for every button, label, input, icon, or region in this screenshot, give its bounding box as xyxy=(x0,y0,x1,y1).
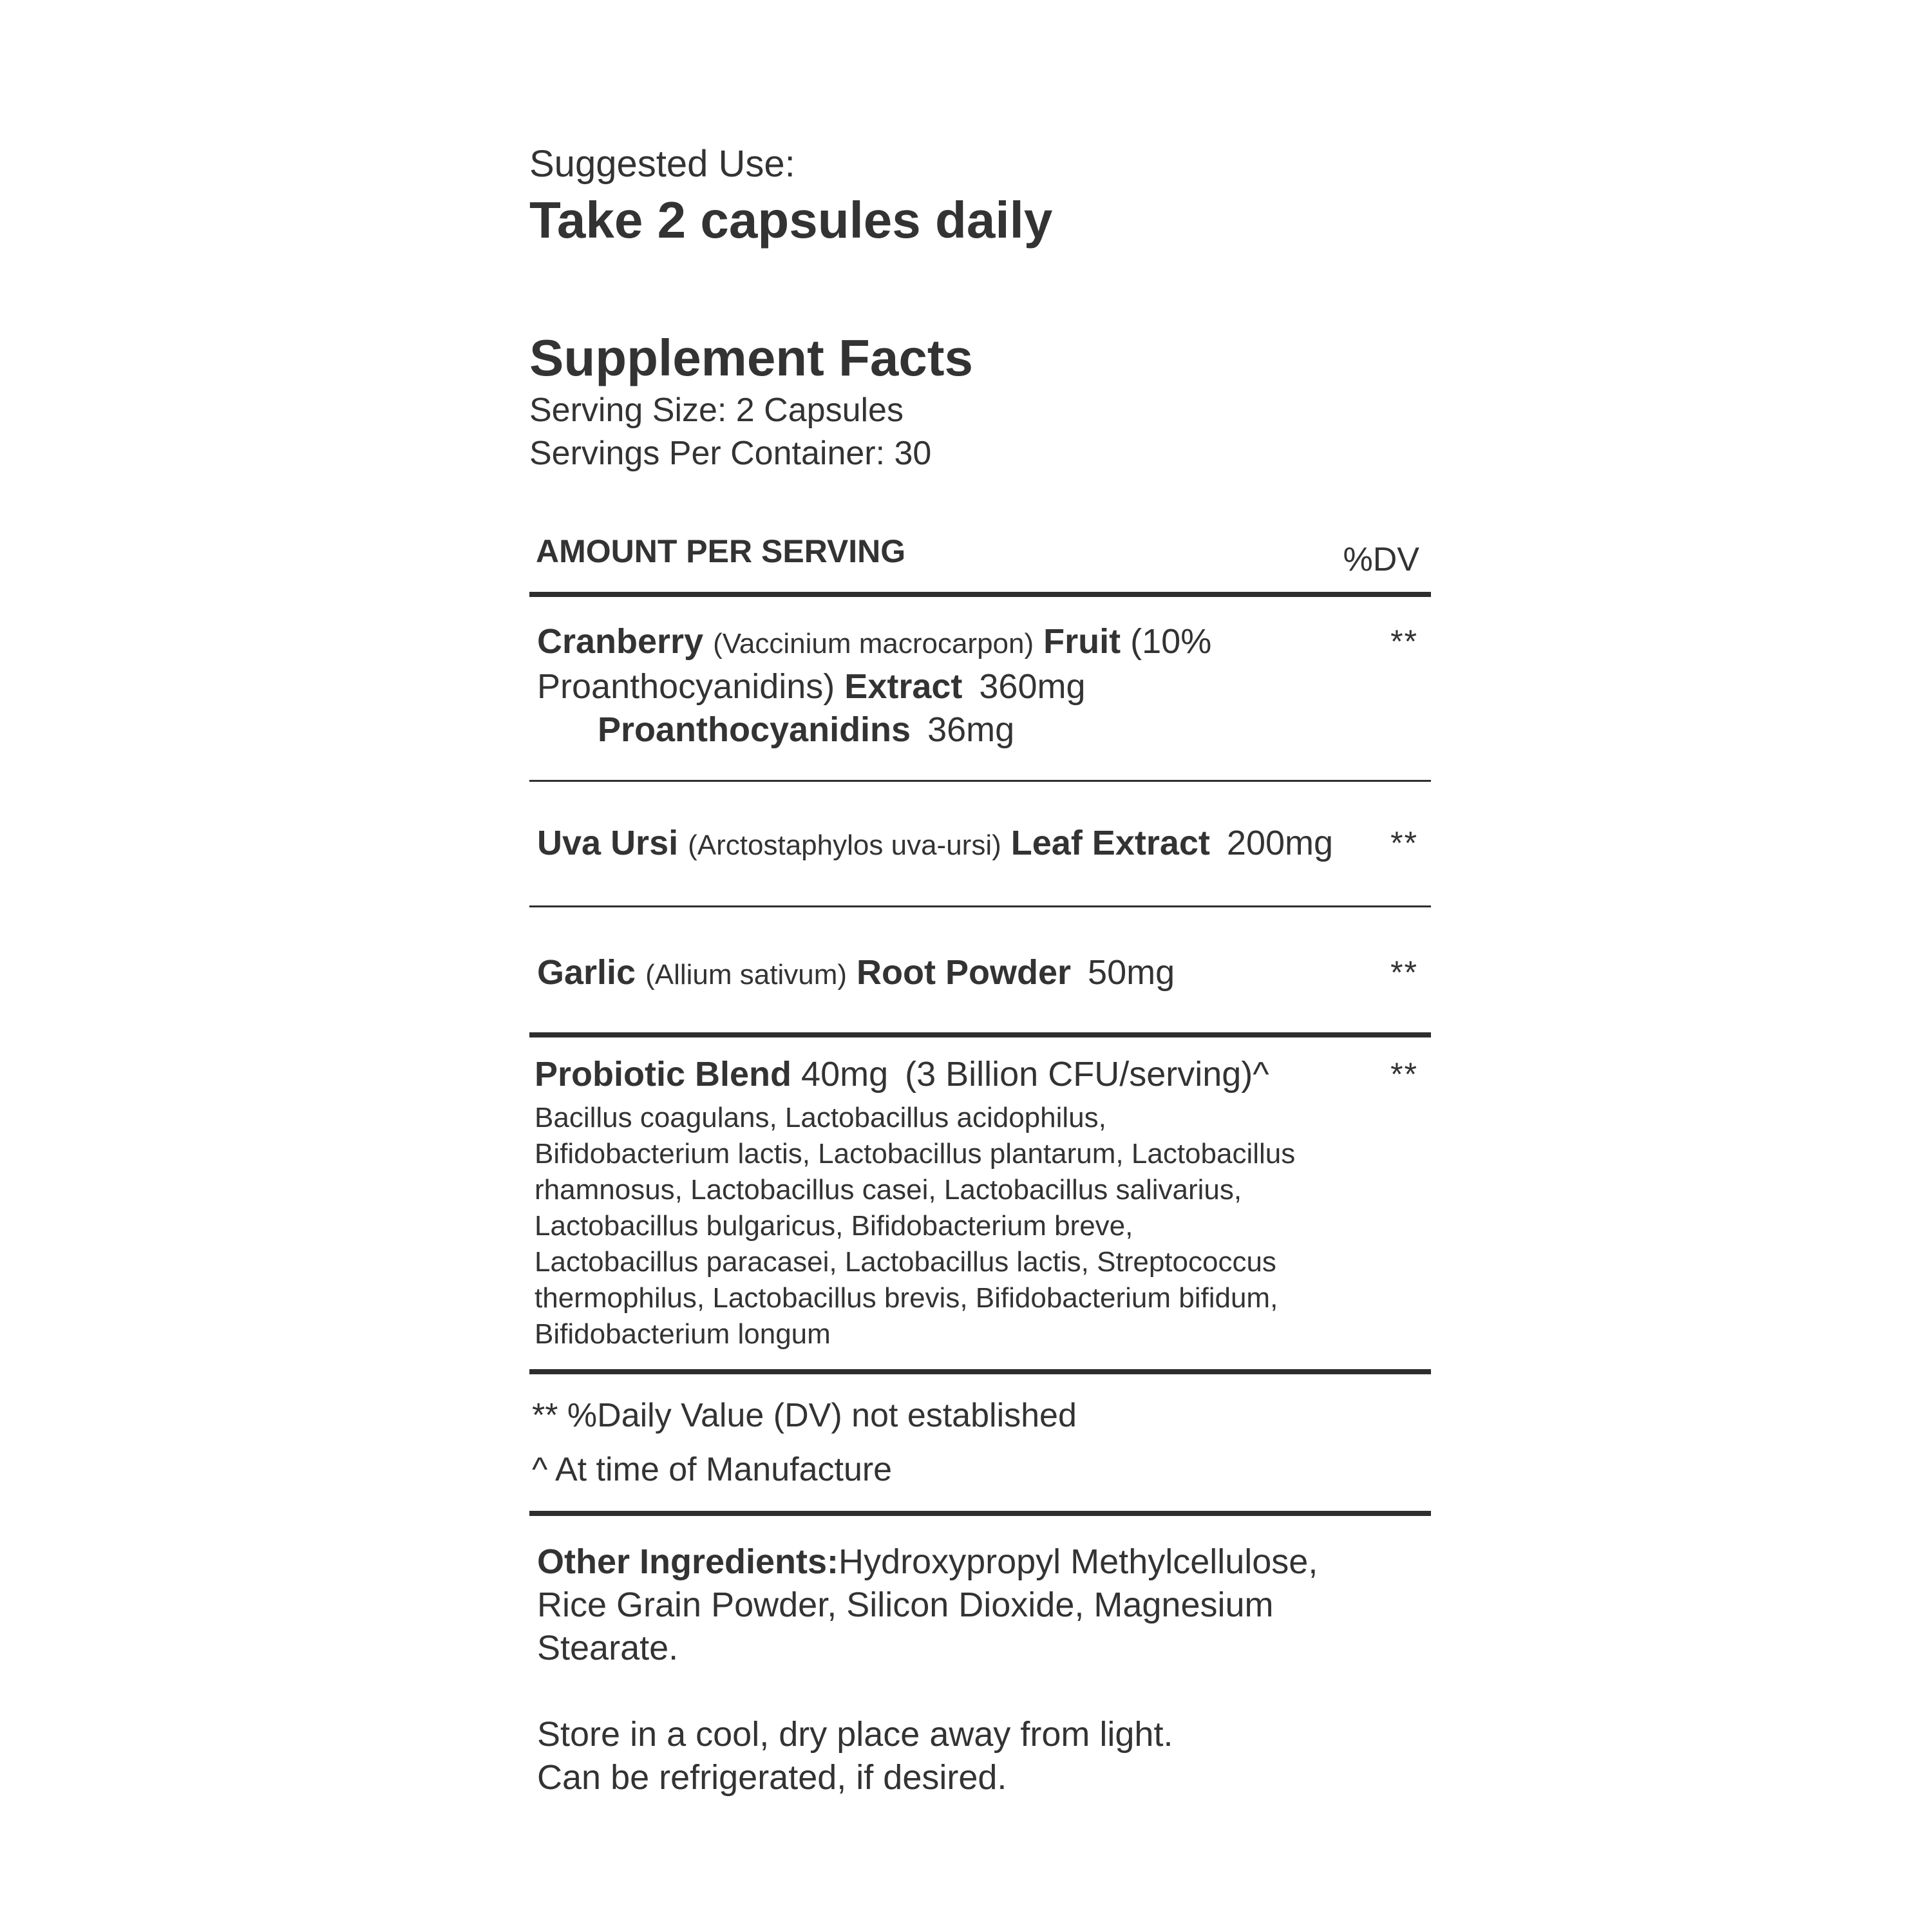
ingredient-row-uva-ursi xyxy=(529,782,1431,905)
cfu-count: (3 Billion CFU/serving)^ xyxy=(905,1054,1269,1094)
divider-thick xyxy=(529,1369,1431,1374)
suggested-use-label: Suggested Use: xyxy=(529,143,795,185)
latin-name: (Arctostaphylos uva-ursi) xyxy=(688,829,1001,861)
ingredient-row-probiotic xyxy=(529,1037,1431,1369)
storage-line-2: Can be refrigerated, if desired. xyxy=(537,1757,1007,1797)
ingredient-name: Garlic xyxy=(537,952,636,992)
amount: 360mg xyxy=(979,667,1086,706)
amount: 50mg xyxy=(1088,952,1175,992)
dv-value: ** xyxy=(1390,623,1418,659)
dv-value: ** xyxy=(1390,954,1418,990)
other-ingredients-text: Hydroxypropyl Methylcellulose, Rice Grain Powder, Silicon Dioxide, Magnesium Stearate. xyxy=(537,1542,1318,1667)
manufacture-footnote: ^ At time of Manufacture xyxy=(532,1450,893,1488)
dv-value: ** xyxy=(1390,824,1418,861)
standardization: (10% xyxy=(1130,621,1212,661)
plant-part: Root Powder xyxy=(857,952,1072,992)
divider-thick xyxy=(529,592,1431,597)
ingredient-name: Uva Ursi xyxy=(537,823,679,862)
other-ingredients xyxy=(529,1540,1431,1670)
ingredient-name: Probiotic Blend xyxy=(535,1054,792,1094)
supplement-label xyxy=(529,142,1431,1799)
other-ingredients-label: Other Ingredients: xyxy=(537,1542,839,1581)
ingredient-row-garlic xyxy=(529,907,1431,1032)
storage-line-1: Store in a cool, dry place away from light. xyxy=(537,1714,1173,1754)
dv-footnote: ** %Daily Value (DV) not established xyxy=(532,1396,1077,1434)
divider-thick xyxy=(529,1511,1431,1516)
facts-header xyxy=(529,527,1431,592)
supplement-facts-title: Supplement Facts xyxy=(529,328,974,386)
serving-size: Serving Size: 2 Capsules xyxy=(529,391,904,429)
probiotic-strains: Bacillus coagulans, Lactobacillus acidophilus, Bifidobacterium lactis, Lactobacillus plantarum, Lactobacillus rhamnosus, Lactobacillus casei, Lactobacillus salivarius, Lactobacillus bulgaricus, Bifidobacterium breve, Lactobacillus paracasei, Lactobacillus lactis, Streptococcus thermophilus, Lactobacillus brevis, Bifidobacterium bifidum, Bifidobacterium longum xyxy=(535,1101,1296,1350)
servings-per-container: Servings Per Container: 30 xyxy=(529,435,932,473)
storage-instructions xyxy=(529,1713,1431,1799)
plant-part: Fruit xyxy=(1043,621,1121,661)
suggested-use-value: Take 2 capsules daily xyxy=(529,191,1053,249)
sub-ingredient-amount: 36mg xyxy=(927,710,1015,749)
dv-header: %DV xyxy=(1343,540,1419,578)
amount: 40mg xyxy=(801,1054,889,1094)
dv-value: ** xyxy=(1390,1056,1418,1092)
plant-part: Leaf Extract xyxy=(1010,823,1210,862)
latin-name: (Vaccinium macrocarpon) xyxy=(713,627,1034,659)
amount: 200mg xyxy=(1226,823,1334,862)
amount-per-serving-header: AMOUNT PER SERVING xyxy=(536,533,906,569)
sub-ingredient-name: Proanthocyanidins xyxy=(598,710,911,749)
standardization-cont: Proanthocyanidins) xyxy=(537,667,835,706)
footnotes xyxy=(529,1374,1431,1511)
divider-thick xyxy=(529,1032,1431,1037)
ingredient-row-cranberry xyxy=(529,597,1431,780)
ingredient-name: Cranberry xyxy=(537,621,704,661)
extract-type: Extract xyxy=(844,667,963,706)
latin-name: (Allium sativum) xyxy=(645,958,848,990)
